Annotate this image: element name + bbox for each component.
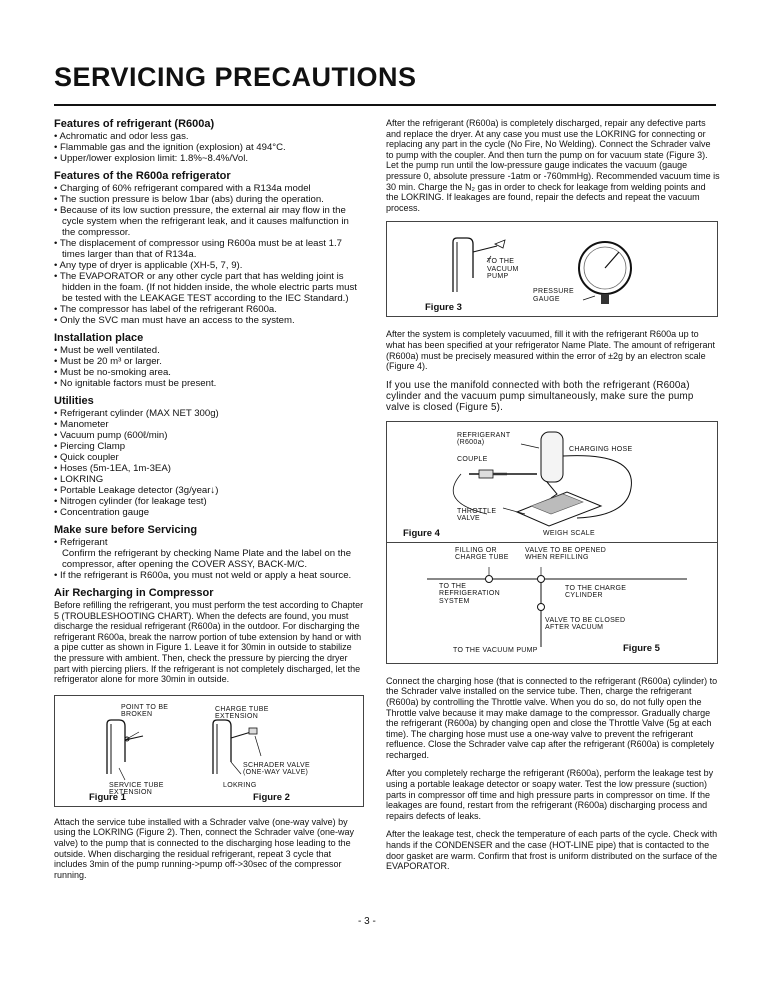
- list-item: • Flammable gas and the ignition (explosion) at 494°C.: [54, 142, 364, 153]
- page-number: - 3 -: [358, 916, 376, 927]
- label-filling-or-charge-tube: FILLING OR CHARGE TUBE: [455, 546, 509, 562]
- list-item: • Portable Leakage detector (3g/year↓): [54, 485, 364, 496]
- figure-2-caption: Figure 2: [253, 791, 290, 803]
- label-throttle-valve: THROTTLE VALVE: [457, 507, 497, 523]
- section-installation: [54, 332, 364, 389]
- list-item: • Piercing Clamp: [54, 441, 364, 452]
- list-item: • Upper/lower explosion limit: 1.8%~8.4%/Vol.: [54, 153, 364, 164]
- figure-3-box: [386, 221, 718, 317]
- section-heading: Features of refrigerant (R600a): [54, 118, 215, 130]
- label-service-tube-extension: SERVICE TUBE EXTENSION: [109, 781, 164, 797]
- list-item: • Refrigerant: [54, 537, 364, 548]
- left-column: [54, 118, 364, 880]
- section-heading: Installation place: [54, 332, 144, 344]
- label-valve-to-be-closed: VALVE TO BE CLOSED AFTER VACUUM: [545, 616, 626, 632]
- section-heading: Features of the R600a refrigerator: [54, 170, 231, 182]
- list-item: • No ignitable factors must be present.: [54, 378, 364, 389]
- label-to-vacuum-pump: TO THE VACUUM PUMP: [487, 258, 519, 281]
- label-to-vacuum-pump: TO THE VACUUM PUMP: [453, 646, 538, 654]
- list-item: • Quick coupler: [54, 452, 364, 463]
- section-before-servicing: [54, 524, 364, 581]
- list-item: • Must be well ventilated.: [54, 345, 364, 356]
- list-item: • Nitrogen cylinder (for leakage test): [54, 496, 364, 507]
- list-item: • The displacement of compressor using R600a must be at least 1.7 times larger than that of R134a.: [54, 238, 364, 260]
- title-rule: [54, 104, 716, 106]
- section-heading: Air Recharging in Compressor: [54, 587, 214, 599]
- figure-5-box: [386, 542, 718, 664]
- list-item: • LOKRING: [54, 474, 364, 485]
- label-pressure-gauge: PRESSURE GAUGE: [533, 288, 574, 303]
- figure-1-2-drawing: [55, 696, 363, 806]
- body-paragraph: After the leakage test, check the temperature of each parts of the cycle. Check with hands if the CONDENSER and the case (HOT-LINE pipe) that is contacted to the door gasket are warm. Confirm that frost is uniform distributed on the surface of the EVAPORATOR.: [386, 829, 718, 872]
- label-couple: COUPLE: [457, 455, 488, 463]
- section-features-refrigerator: [54, 170, 364, 326]
- section-air-recharging: [54, 587, 364, 685]
- label-valve-to-be-opened: VALVE TO BE OPENED WHEN REFILLING: [525, 546, 607, 562]
- label-lokring: LOKRING: [223, 781, 257, 789]
- list-item: • Achromatic and odor less gas.: [54, 131, 364, 142]
- body-paragraph: After the system is completely vacuumed, fill it with the refrigerant R600a up to what has been specified at your refrigerator Name Plate. The amount of refrigerant (R600a) must be precisely measured within the error of ±2g by an electron scale (Figure 4).: [386, 329, 716, 372]
- body-paragraph: Attach the service tube installed with a Schrader valve (one-way valve) by using the LOKRING (Figure 2). Then, connect the Schrader valve (one-way valve) to the pump that is connected to the discharging hose leading to the outside. When discharging the residual refrigerant, repeat 3 cycle that includes 3min of the pump running->pump off->30sec of the compressor running.: [54, 816, 354, 880]
- figure-1-caption: Figure 1: [89, 791, 126, 803]
- label-refrigerant: REFRIGERANT (R600a): [457, 431, 511, 447]
- label-to-refrigeration-system: TO THE REFRIGERATION SYSTEM: [439, 582, 500, 605]
- figure-4-box: [386, 421, 718, 542]
- page-title: SERVICING PRECAUTIONS: [54, 62, 417, 92]
- body-paragraph: After the refrigerant (R600a) is completely discharged, repair any defective parts and replace the dryer. At any case you must use the LOKRING for connecting or replacing any part in the cycle (No Fire, No Welding). Connect the Schrader valve to pump with the coupler. And then turn the pump on for vacuum state (Figure 3). Let the pump run until the low-pressure gauge indicates the vacuum (gauge pressure 0, absolute pressure -1atm or -760mmHg). Recommended vacuum time is 30 min. Charge the N₂ gas in order to check for leakage from welding points and the LOKRING. If leakages are found, repair the defects and repeat the vacuum process.: [386, 118, 720, 213]
- list-item: • If the refrigerant is R600a, you must not weld or apply a heat source.: [54, 570, 364, 581]
- list-item: • The compressor has label of the refrigerant R600a.: [54, 304, 364, 315]
- list-item: • Charging of 60% refrigerant compared with a R134a model: [54, 183, 364, 194]
- list-item: • Must be 20 m³ or larger.: [54, 356, 364, 367]
- section-features-refrigerant: [54, 118, 364, 164]
- list-item: • Must be no-smoking area.: [54, 367, 364, 378]
- figure-4-caption: Figure 4: [403, 527, 440, 539]
- figure-4-drawing: [387, 422, 717, 542]
- list-item: • The EVAPORATOR or any other cycle part that has welding joint is hidden in the foam. (If not hidden inside, the whole electric parts must be tested with the LEAKAGE TEST according to the IEC Standard.): [54, 271, 364, 304]
- label-point-to-be-broken: POINT TO BE BROKEN: [121, 703, 169, 719]
- list-item: • Refrigerant cylinder (MAX NET 300g): [54, 408, 364, 419]
- body-paragraph: If you use the manifold connected with both the refrigerant (R600a) cylinder and the vacuum pump simultaneously, make sure the pump valve is closed (Figure 5).: [386, 379, 694, 413]
- list-item: • Only the SVC man must have an access to the system.: [54, 315, 364, 326]
- list-item: • Concentration gauge: [54, 507, 364, 518]
- label-charge-tube-extension: CHARGE TUBE EXTENSION: [215, 705, 269, 721]
- section-heading: Utilities: [54, 395, 94, 407]
- list-item: • Any type of dryer is applicable (XH-5, 7, 9).: [54, 260, 364, 271]
- label-weigh-scale: WEIGH SCALE: [543, 529, 595, 537]
- list-item: • The suction pressure is below 1bar (abs) during the operation.: [54, 194, 364, 205]
- body-paragraph: Before refilling the refrigerant, you must perform the test according to Chapter 5 (TROUBLESHOOTING CHART). When the defects are found, you must discharge the residual refrigerant (R600a) in the outdoor. For discharging the refrigerant R600a, break the narrow portion of tube extension by hand or with a pipe cutter as shown in Figure 1. Leave it for 30min in outside to stabilize the pressure with ambient. Then, check the pressure by piercing the dryer part with piercing pliers. If the refrigerant is not completely discharged, let the refrigerator alone for more 30min in outside.: [54, 600, 364, 685]
- figure-3-caption: Figure 3: [425, 302, 462, 314]
- section-utilities: [54, 395, 364, 518]
- section-heading: Make sure before Servicing: [54, 524, 198, 536]
- label-to-charge-cylinder: TO THE CHARGE CYLINDER: [565, 584, 627, 600]
- body-paragraph: After you completely recharge the refrigerant (R600a), perform the leakage test by using a portable leakage detector or soapy water. Test the low pressure (suction) parts in compressor off time and high pressure parts in compressor on time. If the leakages are found, restart from the refrigerant (R600a) discharging process and repairs defects of leaks.: [386, 768, 714, 821]
- list-item-detail: Confirm the refrigerant by checking Name Plate and the label on the compressor, after opening the COVER ASSY, BACK-M/C.: [62, 548, 352, 570]
- figure-5-caption: Figure 5: [623, 642, 660, 654]
- figure-1-2-box: [54, 695, 364, 807]
- list-item: • Because of its low suction pressure, the external air may flow in the cycle system when the refrigerant leak, and it causes malfunction in the compressor.: [54, 205, 364, 238]
- right-column: [386, 118, 720, 880]
- list-item: • Vacuum pump (600ℓ/min): [54, 430, 364, 441]
- list-item: • Manometer: [54, 419, 364, 430]
- body-paragraph: Connect the charging hose (that is connected to the refrigerant (R600a) cylinder) to the Schrader valve installed on the service tube. Then, charge the refrigerant (R600a) by controlling the Throttle valve. When you do so, do not fully open the Throttle valve because it may make damage to the compressor. Gradually charge the refrigerant (R600a) by changing open and close the Throttle Valve (5g at each time). The charging hose must use a one-way valve to prevent the refrigerant refluence. Close the Schrader valve cap after the refrigerant (R600a) is completely recharged.: [386, 675, 718, 760]
- label-charging-hose: CHARGING HOSE: [569, 445, 633, 453]
- list-item: • Hoses (5m-1EA, 1m-3EA): [54, 463, 364, 474]
- label-schrader-valve: SCHRADER VALVE (ONE-WAY VALVE): [243, 761, 310, 777]
